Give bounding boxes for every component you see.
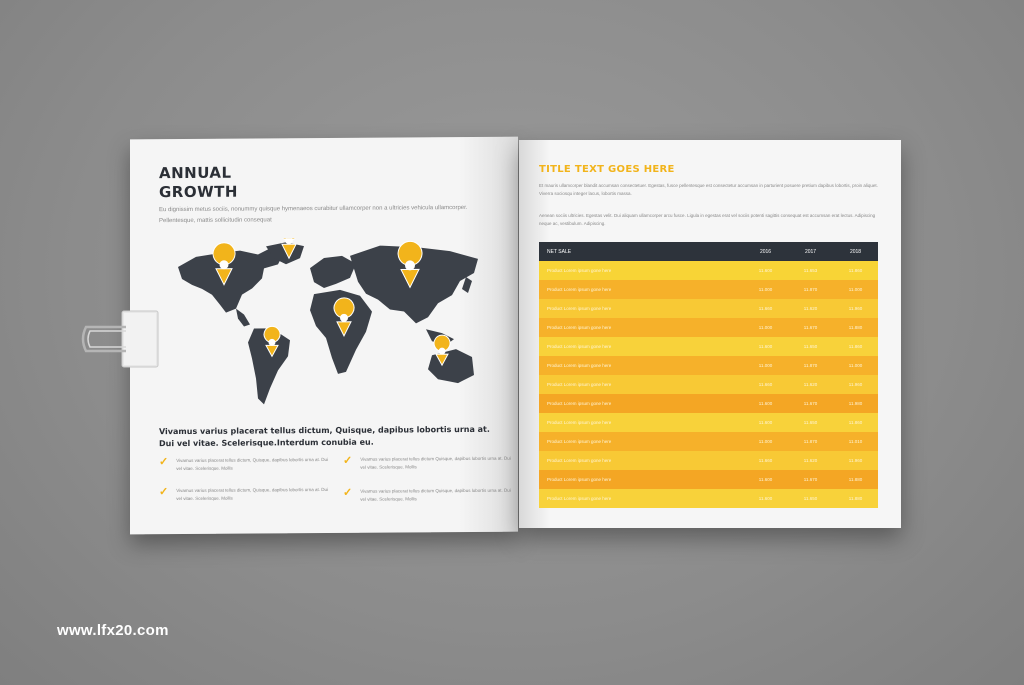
table-cell: 11.660 (758, 458, 773, 463)
table-cell: 11.600 (758, 268, 773, 273)
table-cell: 11.670 (803, 325, 818, 330)
title-line-2: GROWTH (159, 182, 238, 202)
table-cell: 11.000 (848, 287, 863, 292)
table-cell: 11.000 (758, 325, 773, 330)
table-row (539, 451, 878, 470)
table-cell: 11.000 (758, 439, 773, 444)
header-2017: 2017 (804, 248, 817, 255)
table-cell: Product Lorem ipsum gone here (547, 363, 612, 368)
table-cell: 11.960 (848, 306, 863, 311)
table-cell: 11.010 (848, 439, 863, 444)
table-cell: 11.620 (803, 306, 818, 311)
check-item (343, 455, 513, 472)
table-row (539, 394, 878, 413)
table-cell: 11.600 (758, 344, 773, 349)
table-cell: 11.960 (848, 382, 863, 387)
check-item (159, 456, 329, 473)
header-2016: 2016 (759, 248, 772, 255)
table-body (539, 261, 878, 508)
table-cell: 11.000 (758, 363, 773, 368)
intro-text: Eu dignissim metus sociis, nonummy quisque hymenaeos curabitur ullamcorper non a ultricies vehicula ullamcorper. Pellentesque, mattis sollicitudin consequat (159, 204, 468, 225)
check-item (343, 487, 513, 504)
table-row (539, 413, 878, 432)
table-cell: 11.870 (803, 439, 818, 444)
table-row (539, 470, 878, 489)
right-paragraph-1: Et mauris ullamcorper blandit accumsan consectetuer. Egestas, fusce pellentesque est consectetur accumsan in parturient posuere pretium dapibus lobortis, proin aliquet. Viverra sociosqu integer lacus, lobortis massa. (539, 183, 878, 196)
check-text: Vivamus varius placerat tellus dictum, Quisque, dapibus lobortis urna at. Dui vel vitae. Scelerisque. Mollis (176, 456, 328, 472)
table-cell: 11.660 (758, 306, 773, 311)
table-cell: 11.880 (848, 496, 863, 501)
world-map (174, 237, 492, 411)
table-cell: 11.860 (848, 268, 863, 273)
checkmark-icon: ✓ (159, 456, 169, 469)
table-cell: Product Lorem ipsum gone here (547, 420, 612, 425)
table-cell: 11.650 (803, 496, 818, 501)
table-row (539, 280, 878, 299)
header-net-sale: NET SALE (547, 248, 572, 255)
table-cell: 11.870 (803, 363, 818, 368)
table-cell: 11.620 (803, 382, 818, 387)
table-cell: Product Lorem ipsum gone here (547, 382, 612, 387)
table-cell: 11.880 (848, 477, 863, 482)
table-cell: 11.650 (803, 344, 818, 349)
check-text: Vivamus varius placerat tellus dictum, Quisque, dapibus lobortis urna at. Dui vel vitae. Scelerisque. Mollis (176, 486, 328, 502)
bold-paragraph: Vivamus varius placerat tellus dictum, Quisque, dapibus lobortis urna at. Dui vel vitae. Scelerisque.Interdum conubia eu. (159, 424, 490, 449)
table-cell: Product Lorem ipsum gone here (547, 268, 612, 273)
table-cell: 11.650 (803, 420, 818, 425)
table-cell: Product Lorem ipsum gone here (547, 496, 612, 501)
table-cell: 11.653 (803, 268, 818, 273)
table-cell: 11.960 (848, 458, 863, 463)
checkmark-icon: ✓ (343, 454, 353, 467)
table-cell: 11.670 (803, 401, 818, 406)
table-row (539, 375, 878, 394)
table-cell: Product Lorem ipsum gone here (547, 458, 612, 463)
checkmark-icon: ✓ (343, 486, 353, 499)
table-cell: 11.000 (848, 363, 863, 368)
table-row (539, 432, 878, 451)
check-text: Vivamus varius placerat tellus dictum Quisque, dapibus lobortis urna at. Dui vel vitae. Scelerisque. Mollis (360, 487, 511, 502)
table-cell: 11.600 (758, 477, 773, 482)
table-row (539, 356, 878, 375)
table-cell: 11.980 (848, 401, 863, 406)
table-cell: 11.600 (758, 496, 773, 501)
table-row (539, 261, 878, 280)
table-row (539, 299, 878, 318)
table-cell: Product Lorem ipsum gone here (547, 344, 612, 349)
binder-clip-icon (80, 305, 162, 371)
right-page (519, 140, 901, 528)
table-cell: Product Lorem ipsum gone here (547, 306, 612, 311)
left-page (130, 137, 518, 535)
table-cell: 11.600 (758, 401, 773, 406)
title-line-1: ANNUAL (159, 163, 232, 183)
watermark: www.lfx20.com (57, 622, 169, 639)
table-header (539, 242, 878, 261)
page-title (159, 164, 238, 203)
header-2018: 2018 (849, 248, 862, 255)
table-cell: Product Lorem ipsum gone here (547, 401, 612, 406)
right-title: TITLE TEXT GOES HERE (539, 164, 675, 175)
checkmark-icon: ✓ (159, 486, 169, 499)
check-item (159, 486, 329, 503)
table-cell: 11.620 (803, 458, 818, 463)
table-row (539, 337, 878, 356)
table-cell: 11.670 (803, 477, 818, 482)
right-paragraph-2: Aenean sociis ultricies. Egestas velit. Dui aliquam ullamcorper arcu fusce. Ligula in egestas erat vel sociis potenti sagittis consequat est accumsan erat lectus. Adipiscing neque ac, vestibulum. Adipiscing. (539, 213, 876, 226)
table-cell: Product Lorem ipsum gone here (547, 287, 612, 292)
table-cell: Product Lorem ipsum gone here (547, 477, 612, 482)
table-cell: 11.860 (848, 344, 863, 349)
check-text: Vivamus varius placerat tellus dictum Quisque, dapibus lobortis urna at. Dui vel vitae. Scelerisque. Mollis (360, 455, 511, 470)
table-cell: Product Lorem ipsum gone here (547, 439, 612, 444)
table-cell: 11.860 (848, 420, 863, 425)
sales-table (539, 242, 878, 508)
table-cell: 11.870 (803, 287, 818, 292)
table-row (539, 489, 878, 508)
table-cell: 11.000 (758, 287, 773, 292)
table-cell: Product Lorem ipsum gone here (547, 325, 612, 330)
table-cell: 11.600 (758, 420, 773, 425)
table-row (539, 318, 878, 337)
table-cell: 11.880 (848, 325, 863, 330)
table-cell: 11.660 (758, 382, 773, 387)
